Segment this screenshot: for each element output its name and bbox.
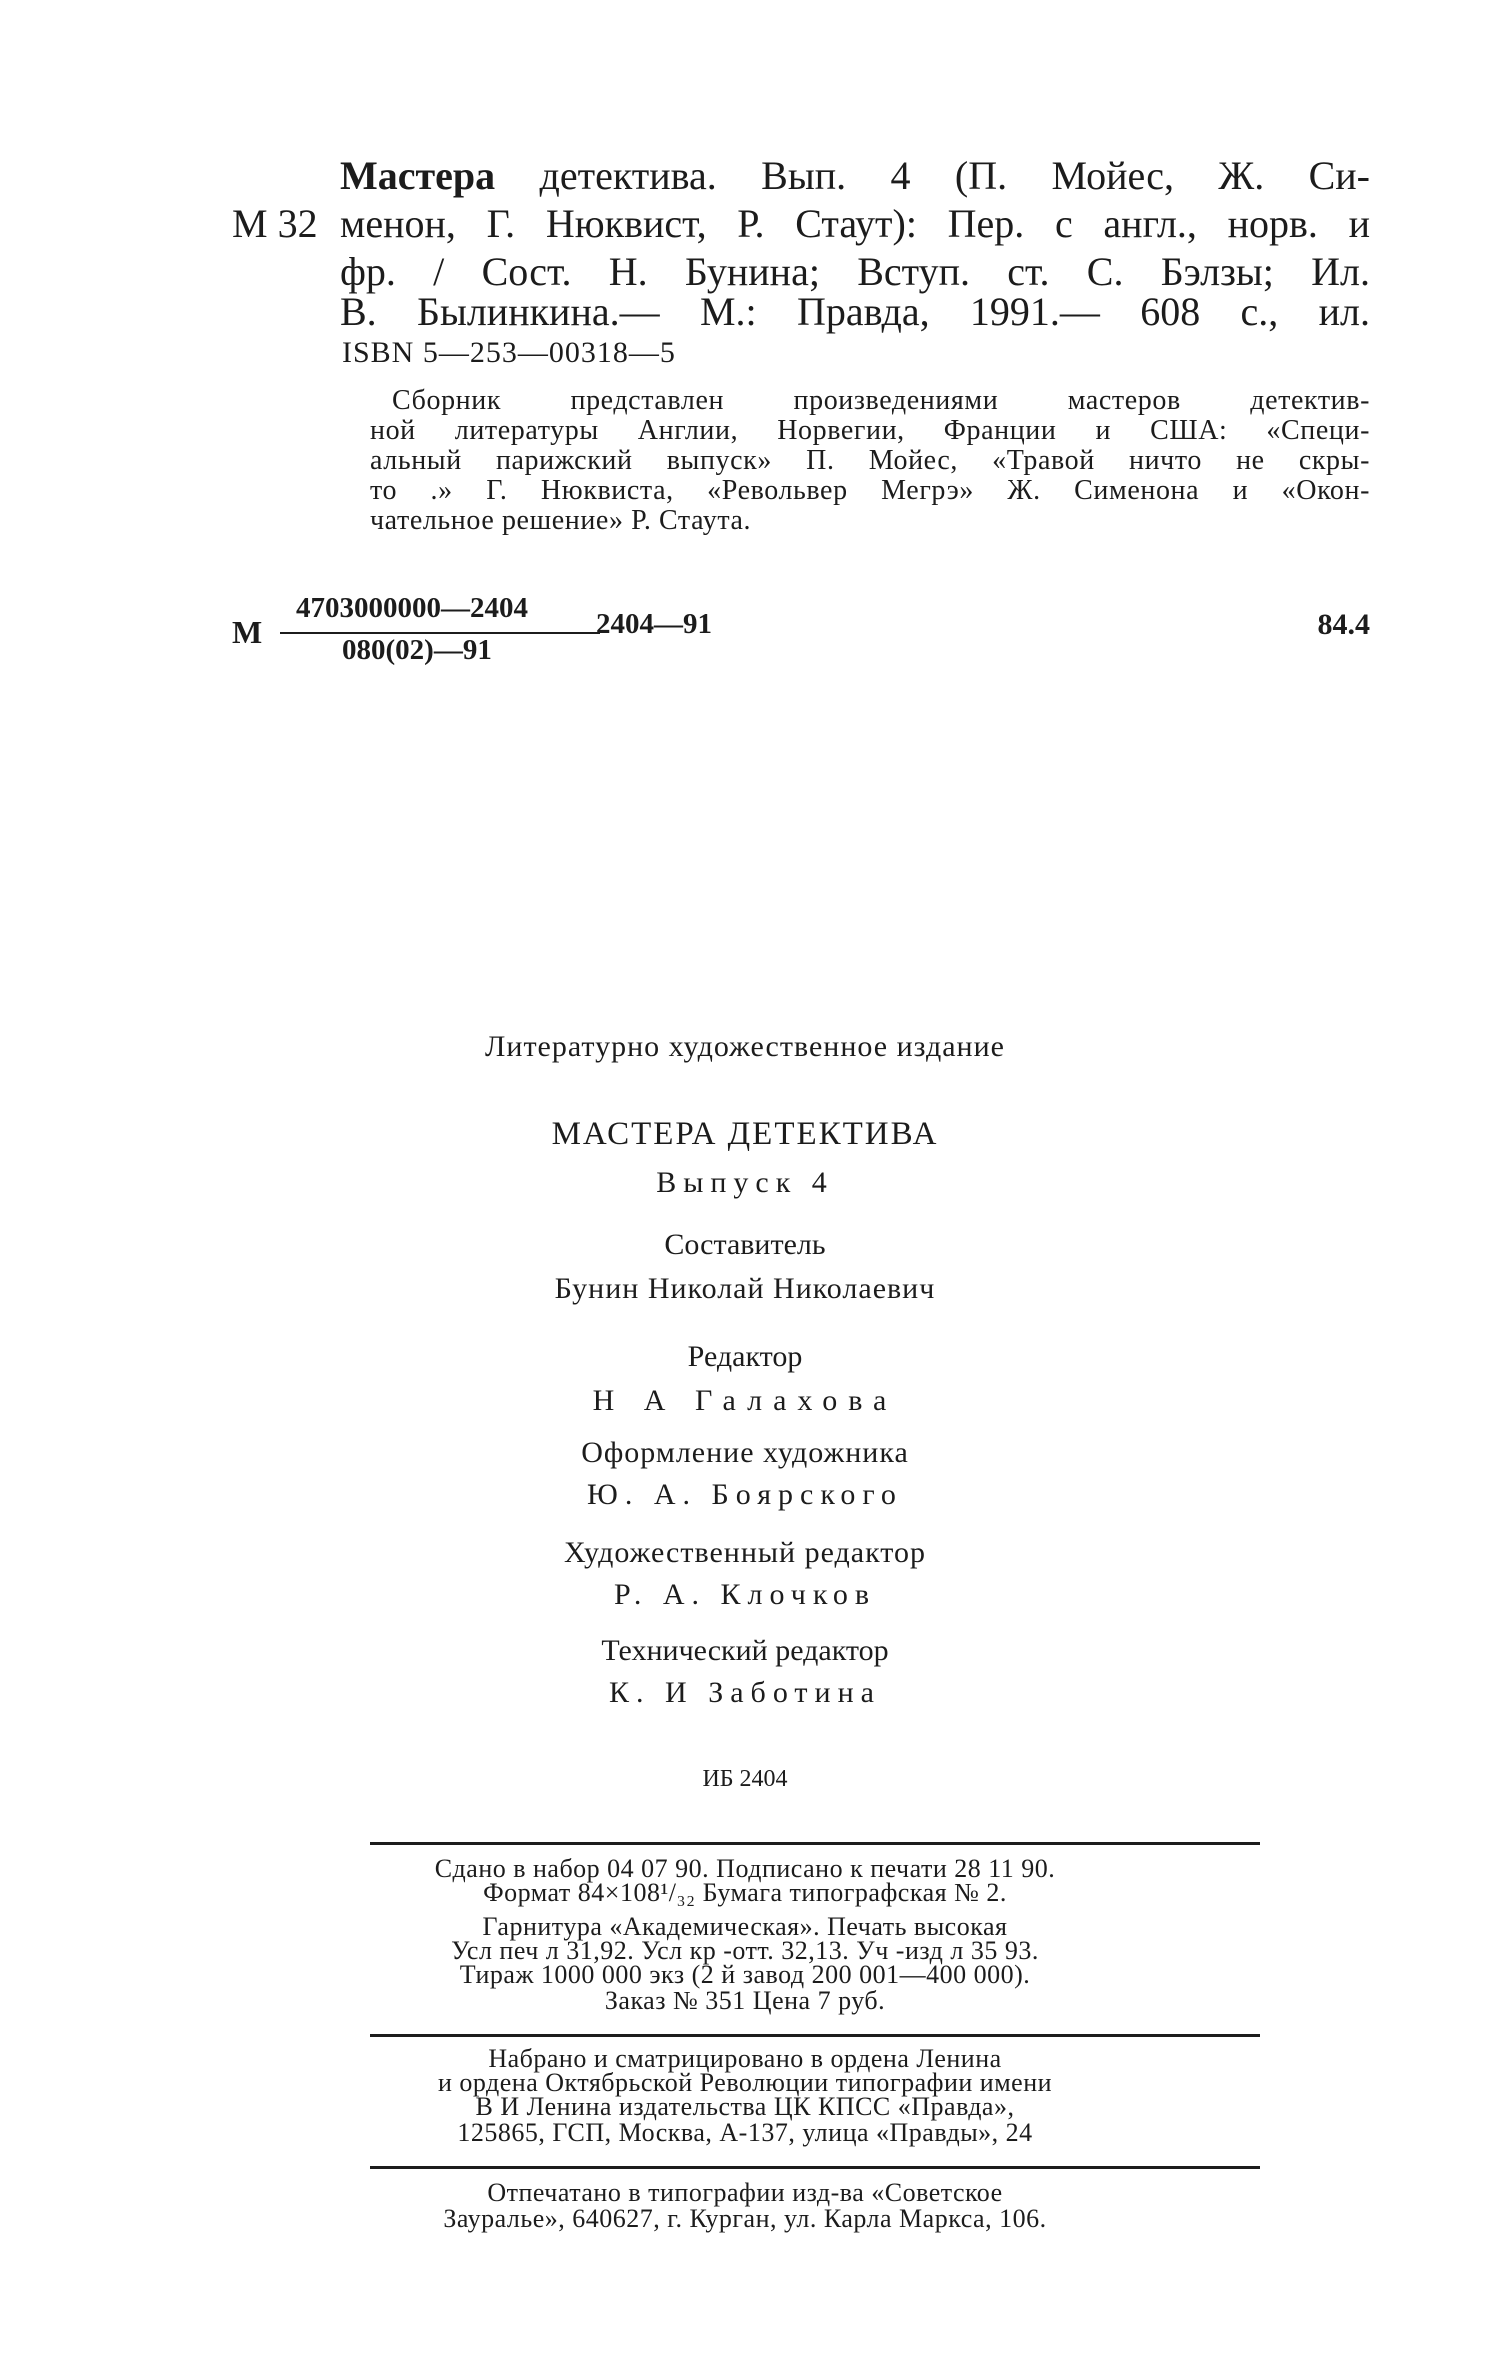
imprint-line: Усл печ л 31,92. Усл кр -отт. 32,13. Уч -изд л 35 93. — [451, 1936, 1039, 1965]
compiler-role: Составитель — [664, 1228, 826, 1261]
card-line-4: В. Былинкина.— М.: Правда, 1991.— 608 с., ил. — [340, 289, 1370, 334]
imprint-line: Тираж 1000 000 экз (2 й завод 200 001—400 000). — [459, 1960, 1031, 1989]
annotation-line-5: чательное решение» Р. Стаута. — [370, 505, 752, 536]
design-name: Ю. А. Боярского — [587, 1478, 903, 1511]
editor-name: Н А Галахова — [592, 1384, 898, 1417]
card-line-3: фр. / Сост. Н. Бунина; Вступ. ст. С. Бэлзы; Ил. — [340, 249, 1370, 294]
annotation-line-3: альный парижский выпуск» П. Мойес, «Травой ничто не скры- — [370, 445, 1370, 476]
printer-line: и ордена Октябрьской Революции типографии имени — [437, 2068, 1053, 2097]
annotation-line-4: то .» Г. Нюквиста, «Револьвер Мегрэ» Ж. Сименона и «Окон- — [370, 475, 1370, 506]
card-line-1-text: детектива. Вып. 4 (П. Мойес, Ж. Си- — [539, 153, 1371, 198]
formula-letter: М — [232, 614, 263, 650]
editor-role: Редактор — [687, 1340, 803, 1373]
art-editor-name: Р. А. Клочков — [613, 1578, 877, 1611]
card-line-1 — [340, 152, 1370, 200]
formula-number: 2404—91 — [596, 608, 712, 640]
udk-code: 84.4 — [1317, 608, 1370, 641]
imprint-line: Заказ № 351 Цена 7 руб. — [604, 1986, 886, 2015]
annotation-line-2: ной литературы Англии, Норвегии, Франции и США: «Специ- — [370, 415, 1370, 446]
print-house-line: Зауралье», 640627, г. Курган, ул. Карла Маркса, 106. — [443, 2204, 1047, 2233]
print-house-line: Отпечатано в типографии изд-ва «Советское — [487, 2178, 1003, 2207]
printer-line: В И Ленина издательства ЦК КПСС «Правда», — [475, 2092, 1015, 2121]
annotation-line-1: Сборник представлен произведениями мастеров детектив- — [392, 385, 1370, 416]
book-title: МАСТЕРА ДЕТЕКТИВА — [551, 1116, 939, 1152]
tech-editor-name: К. И Заботина — [609, 1676, 881, 1709]
printer-line: 125865, ГСП, Москва, А-137, улица «Правды», 24 — [457, 2118, 1033, 2147]
imprint-top-rule — [370, 1842, 1260, 1845]
design-role: Оформление художника — [581, 1436, 909, 1469]
imprint-line: Формат 84×108¹/₃₂ Бумага типографская № 2. — [483, 1878, 1007, 1907]
imprint-bottom-rule — [370, 2166, 1260, 2169]
shelf-code: М 32 — [232, 201, 318, 246]
genre-label: Литературно художественное издание — [485, 1030, 1005, 1063]
card-line-2: менон, Г. Нюквист, Р. Стаут): Пер. с англ., норв. и — [340, 201, 1370, 246]
imprint-line: Гарнитура «Академическая». Печать высокая — [482, 1912, 1008, 1941]
printer-line: Набрано и сматрицировано в ордена Ленина — [488, 2044, 1002, 2073]
compiler-name: Бунин Николай Николаевич — [554, 1272, 936, 1305]
art-editor-role: Художественный редактор — [564, 1536, 926, 1569]
card-author: Мастера — [340, 153, 496, 198]
issue-number: Выпуск 4 — [656, 1166, 834, 1199]
imprint-middle-rule — [370, 2034, 1260, 2037]
isbn: ISBN 5—253—00318—5 — [342, 336, 676, 369]
imprint-line: Сдано в набор 04 07 90. Подписано к печати 28 11 90. — [434, 1854, 1056, 1883]
tech-editor-role: Технический редактор — [601, 1634, 889, 1667]
formula-denominator: 080(02)—91 — [342, 634, 492, 666]
ib-number: ИБ 2404 — [702, 1766, 788, 1792]
formula-numerator: 4703000000—2404 — [296, 592, 528, 624]
